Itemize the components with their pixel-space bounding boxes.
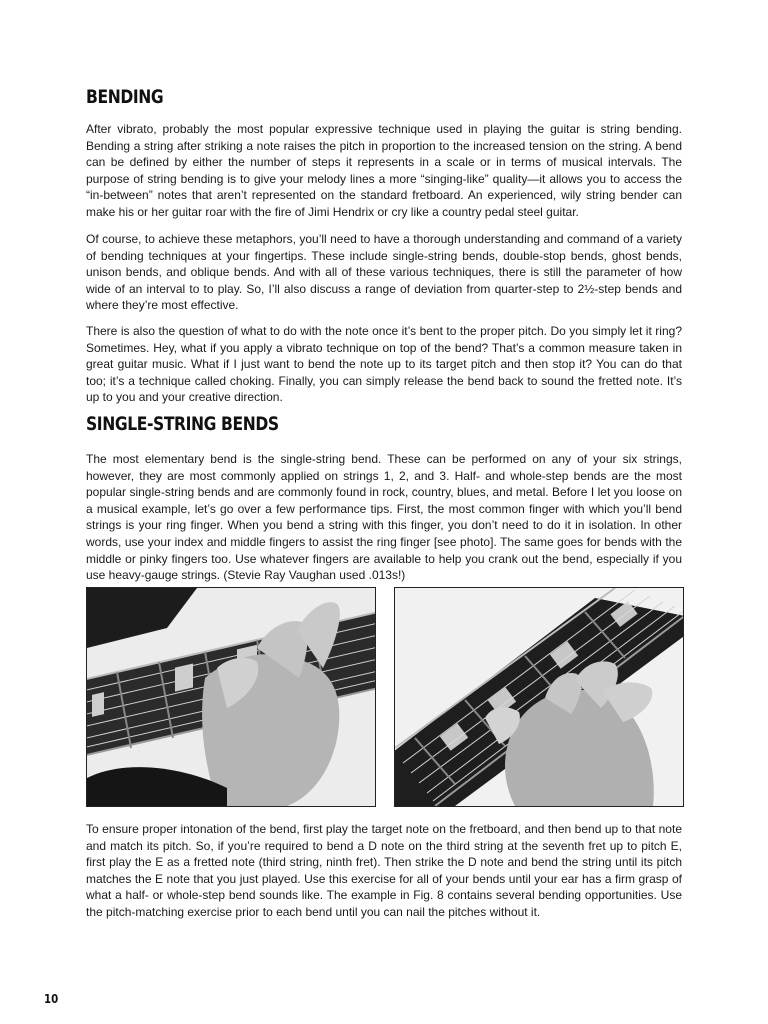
paragraph-bending-release: There is also the question of what to do with the note once it’s bent to the proper pitch. Do you simply let it ring? Sometimes. Hey, what if you apply a vibrato technique on top of the bend? That’s a common measure taken in great guitar music. What if I just want to bend the note up to its target pitch and then stop it? You can do that too; it’s a technique called choking. Finally, you can simply release the bend back to sound the fretted note. It’s up to you and your creative direction. bbox=[86, 324, 682, 405]
paragraph-bending-intro: After vibrato, probably the most popular expressive technique used in playing the guitar is string bending. Bending a string after striking a note raises the pitch in proportion to the increased tension on the string. A bend can be defined by either the number of steps it represents in a scale or in terms of musical intervals. The purpose of string bending is to give your melody lines a more “singing-like” quality—it allows you to access the “in-between” notes that aren’t represented on the standard fretboard. An experienced, wily string bender can make his or her guitar roar with the fire of Jimi Hendrix or cry like a country pedal steel guitar. bbox=[86, 122, 682, 219]
section-heading-single-string-bends: SINGLE-STRING BENDS bbox=[86, 413, 279, 435]
photo-ring-finger-bend-right bbox=[394, 587, 684, 807]
paragraph-intonation: To ensure proper intonation of the bend, first play the target note on the fretboard, and then bend up to that note and match its pitch. So, if you’re required to bend a D note on the third string at the seventh fret up to pitch E, first play the E as a fretted note (third string, ninth fret). Then strike the D note and bend the string until its pitch matches the E note that you just played. Use this exercise for all of your bends until your ear has a firm grasp of what a half- or whole-step bend sounds like. The example in Fig. 8 contains several bending opportunities. Use the pitch-matching exercise prior to each bend until you can nail the pitches without it. bbox=[86, 822, 682, 919]
paragraph-single-string-tips: The most elementary bend is the single-string bend. These can be performed on any of your six strings, however, they are most commonly applied on strings 1, 2, and 3. Half- and whole-step bends are the most popular single-string bends and are commonly found in rock, country, blues, and metal. Before I let you loose on a musical example, let’s go over a few performance tips. First, the most common finger with which you’ll bend strings is your ring finger. When you bend a string with this finger, you don’t need to do it in isolation. In other words, use your index and middle fingers to assist the ring finger [see photo]. The same goes for bends with the middle or pinky fingers too. Use whatever fingers are available to help you crank out the bend, especially if you use heavy-gauge strings. (Stevie Ray Vaughan used .013s!) bbox=[86, 452, 682, 583]
page-number: 10 bbox=[44, 992, 59, 1006]
section-heading-bending: BENDING bbox=[86, 86, 164, 108]
guitar-neck-photo-right bbox=[395, 588, 683, 806]
paragraph-bending-techniques: Of course, to achieve these metaphors, you’ll need to have a thorough understanding and command of a variety of bending techniques at your fingertips. These include single-string bends, double-stop bends, ghost bends, unison bends, and oblique bends. And with all of these various techniques, there is still the parameter of how wide of an interval to to play. So, I’ll also discuss a range of deviation from quarter-step to 2½-step bends and where they’re most effective. bbox=[86, 232, 682, 313]
guitar-neck-photo-left bbox=[87, 588, 375, 806]
photo-ring-finger-bend-left bbox=[86, 587, 376, 807]
